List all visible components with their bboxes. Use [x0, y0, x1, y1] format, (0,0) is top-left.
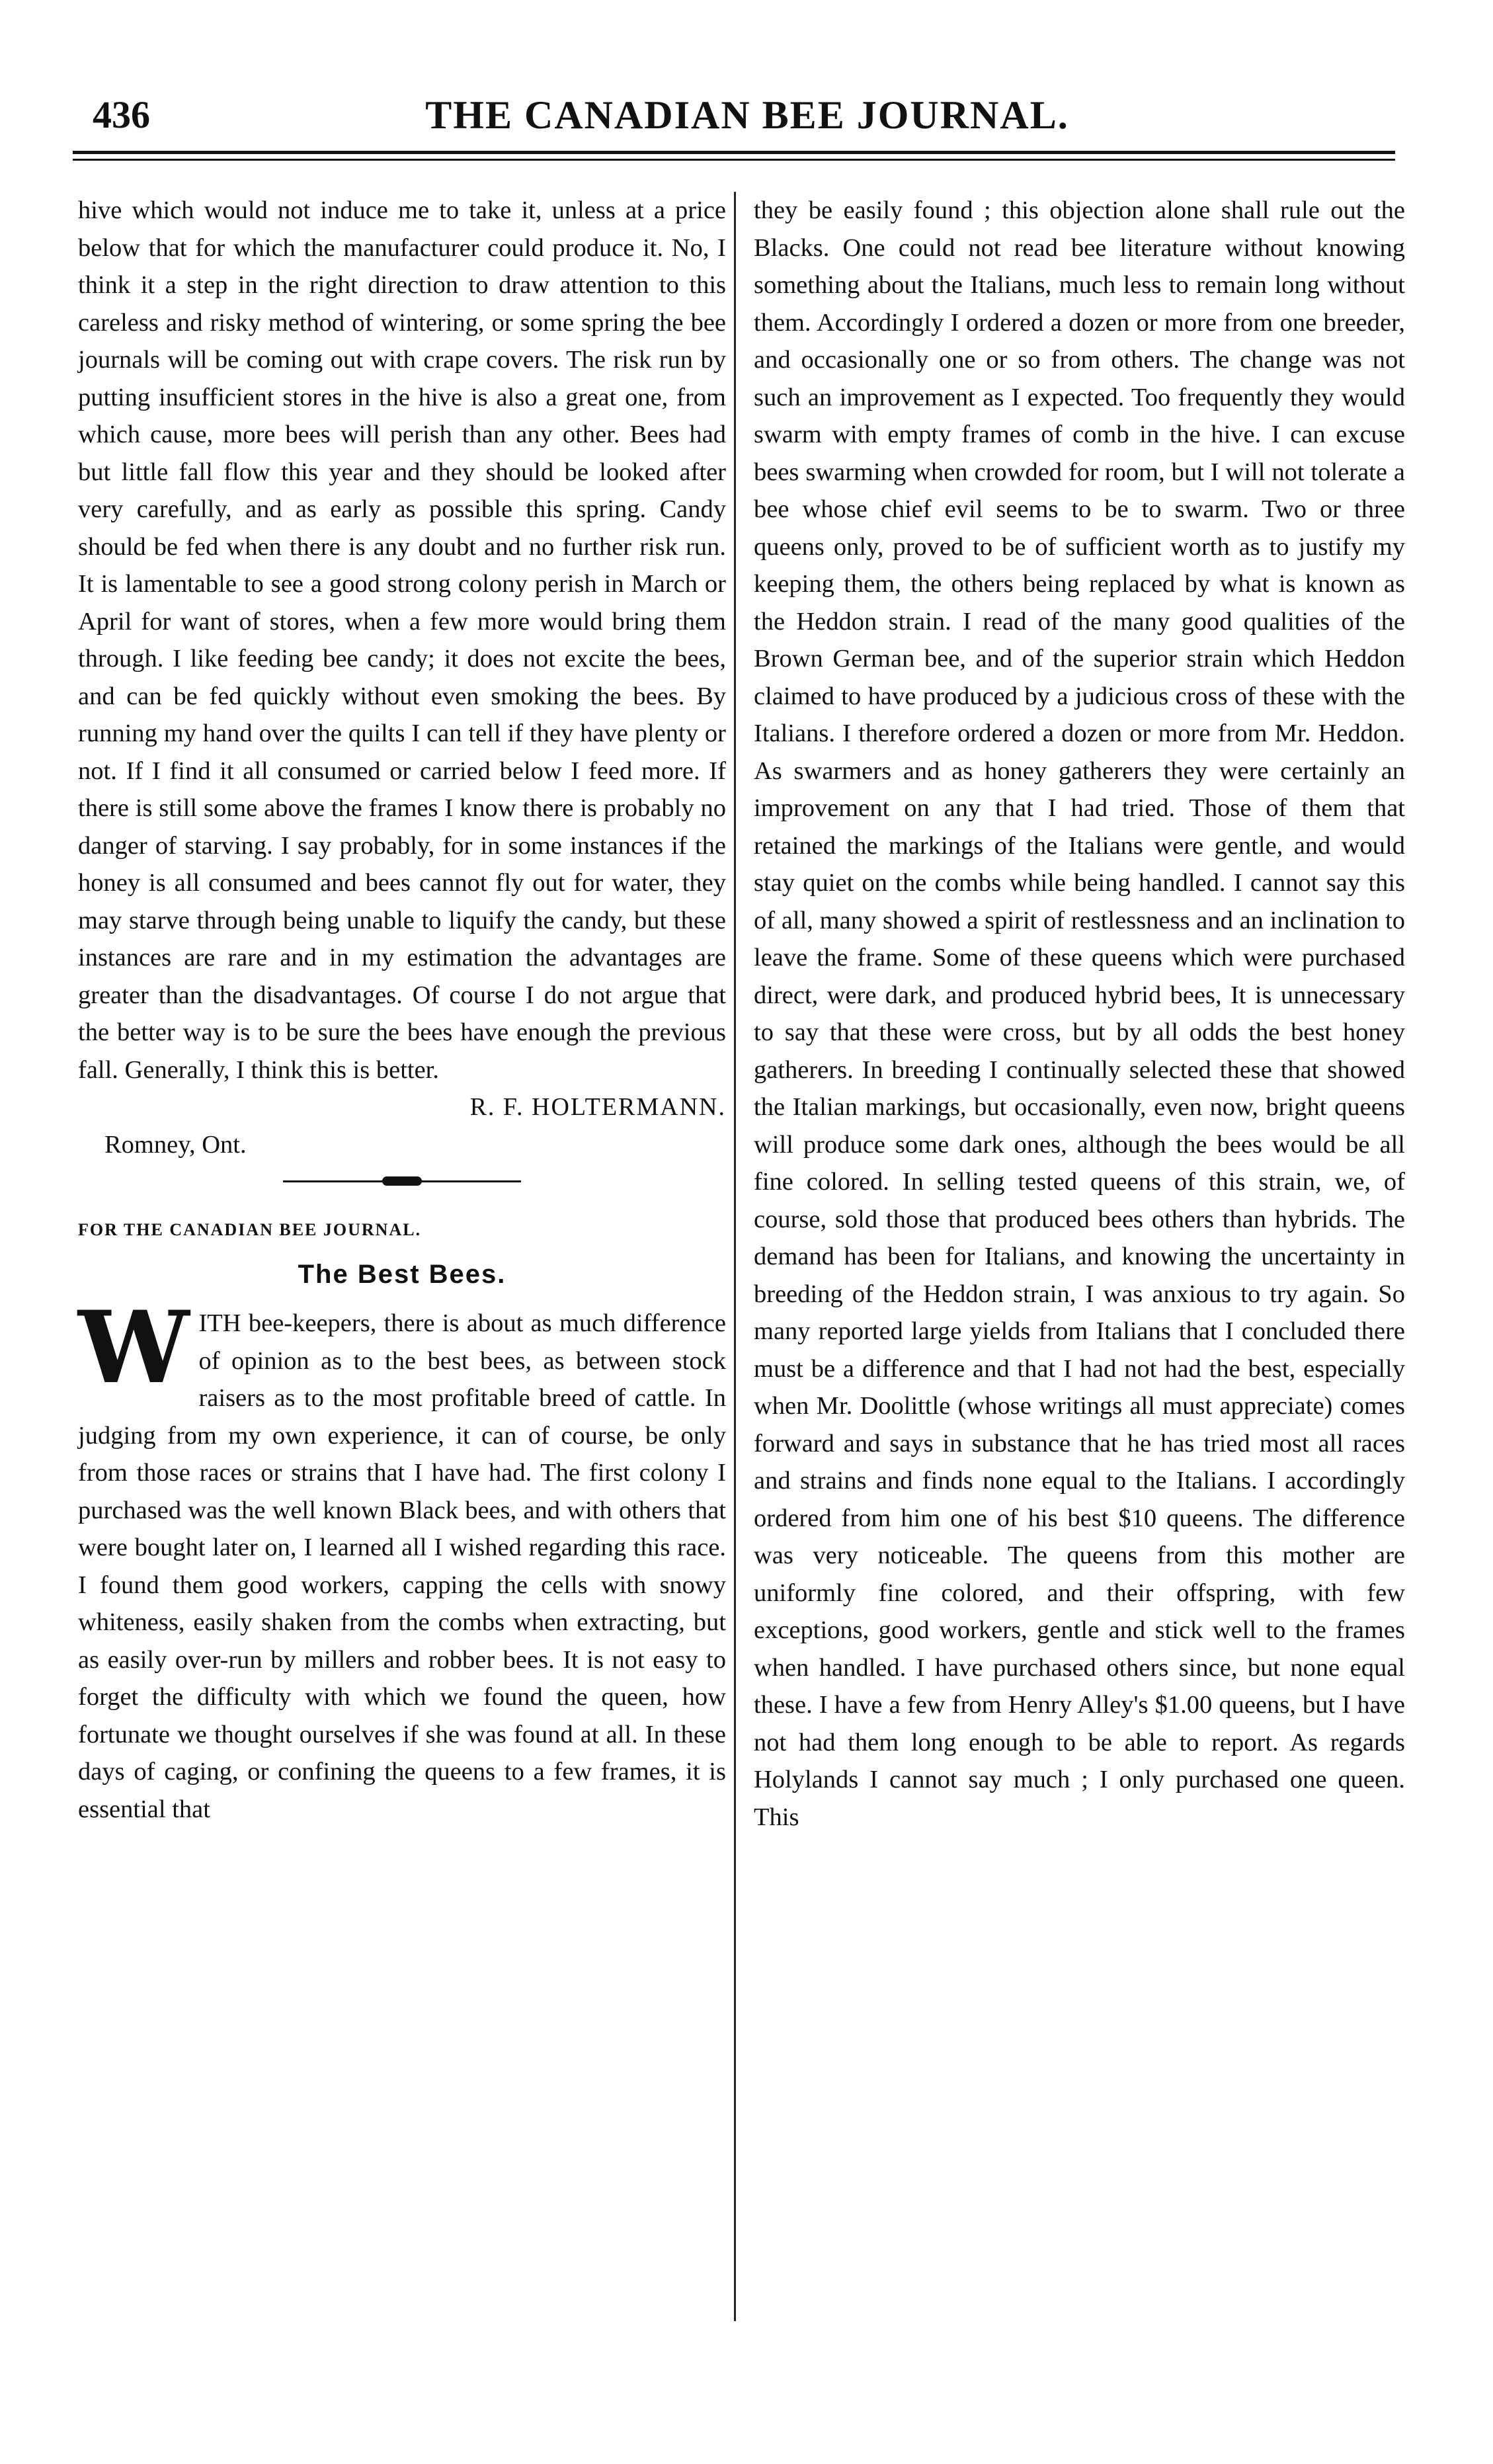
column-divider: [734, 192, 736, 2321]
author-location: Romney, Ont.: [104, 1130, 247, 1159]
right-column: [754, 192, 1405, 1836]
article-title: The Best Bees.: [298, 1259, 506, 1289]
page-header: [73, 93, 1422, 145]
author-signature: R. F. HOLTERMANN.: [469, 1093, 726, 1121]
header-rule-thick: [73, 151, 1395, 154]
journal-title: THE CANADIAN BEE JOURNAL.: [425, 93, 1069, 137]
header-rule-thin: [73, 159, 1395, 161]
page-number: 436: [93, 93, 150, 136]
continued-paragraph: hive which would not induce me to take it, unless at a price below that for which the manufacturer could produce it. No, I think it a step in the right direction to draw attention to this careless and risky method of wintering, or some spring the bee journals will be coming out with crape covers. The risk run by putting insufficient stores in the hive is also a great one, from which cause, more bees will perish than any other. Bees had but little fall flow this year and they should be looked after very carefully, and as early as possible this spring. Candy should be fed when there is any doubt and no further risk run. It is lamentable to see a good strong colony perish in March or April for want of stores, when a few more would bring them through. I like feeding bee candy; it does not excite the bees, and can be fed quickly without even smoking the bees. By running my hand over the quilts I can tell if they have plenty or not. If I find it all consumed or carried below I feed more. If there is still some above the frames I know there is probably no danger of starving. I say probably, for in some instances if the honey is all consumed and bees cannot fly out for water, they may starve through being unable to liquify the candy, but these instances are rare and in my estimation the advantages are greater than the disadvantages. Of course I do not argue that the better way is to be sure the bees have enough the previous fall. Generally, I think this is better.: [78, 196, 726, 1084]
drop-cap-letter: W: [78, 1290, 190, 1406]
article-byline: FOR THE CANADIAN BEE JOURNAL.: [78, 1220, 422, 1239]
section-separator: [283, 1180, 521, 1182]
article-opening-paragraph: [78, 1290, 726, 1828]
left-column: [78, 192, 726, 1828]
article-continuation: they be easily found ; this objection alone shall rule out the Blacks. One could not read bee literature without knowing something about the Italians, much less to remain long without them. Accordingly I ordered a dozen or more from one breeder, and occasionally one or so from others. The change was not such an improvement as I expected. Too frequently they would swarm with empty frames of comb in the hive. I can excuse bees swarming when crowded for room, but I will not tolerate a bee whose chief evil seems to be to swarm. Two or three queens only, proved to be of sufficient worth as to justify my keeping them, the others being replaced by what is known as the Heddon strain. I read of the many good qualities of the Brown German bee, and of the superior strain which Heddon claimed to have produced by a judicious cross of these with the Italians. I therefore ordered a dozen or more from Mr. Heddon. As swarmers and as honey gatherers they were certainly an improvement on any that I had tried. Those of them that retained the markings of the Italians were gentle, and would stay quiet on the combs while being handled. I cannot say this of all, many showed a spirit of restlessness and an inclination to leave the frame. Some of these queens which were purchased direct, were dark, and produced hybrid bees, It is unnecessary to say that these were cross, but by all odds the best honey gatherers. In breeding I continually selected these that showed the Italian markings, but occasionally, even now, bright queens will produce some dark ones, although the bees would be all fine colored. In selling tested queens of this strain, we, of course, sold those that produced bees others than hybrids. The demand has been for Italians, and knowing the uncertainty in breeding of the Heddon strain, I was anxious to try again. So many reported large yields from Italians that I concluded there must be a difference and that I had not had the best, especially when Mr. Doolittle (whose writings all must appreciate) comes forward and says in substance that he has tried most all races and strains and finds none equal to the Italians. I accordingly ordered from him one of his best $10 queens. The difference was very noticeable. The queens from this mother are uniformly fine colored, and their offspring, with few exceptions, good workers, gentle and stick well to the frames when handled. I have purchased others since, but none equal these. I have a few from Henry Alley's $1.00 queens, but I have not had them long enough to be able to report. As regards Holylands I cannot say much ; I only purchased one queen. This: [754, 196, 1405, 1831]
article-opening-text: ITH bee-keepers, there is about as much difference of opinion as to the best bees, as between stock raisers as to the most profitable breed of cattle. In judging from my own experience, it can of course, be only from those races or strains that I have had. The first colony I purchased was the well known Black bees, and with others that were bought later on, I learned all I wished regarding this race. I found them good workers, capping the cells with snowy whiteness, easily shaken from the combs when extracting, but as easily over-run by millers and robber bees. It is not easy to forget the difficulty with which we found the queen, how fortunate we thought ourselves if she was found at all. In these days of caging, or confining the queens to a few frames, it is essential that: [78, 1309, 726, 1823]
